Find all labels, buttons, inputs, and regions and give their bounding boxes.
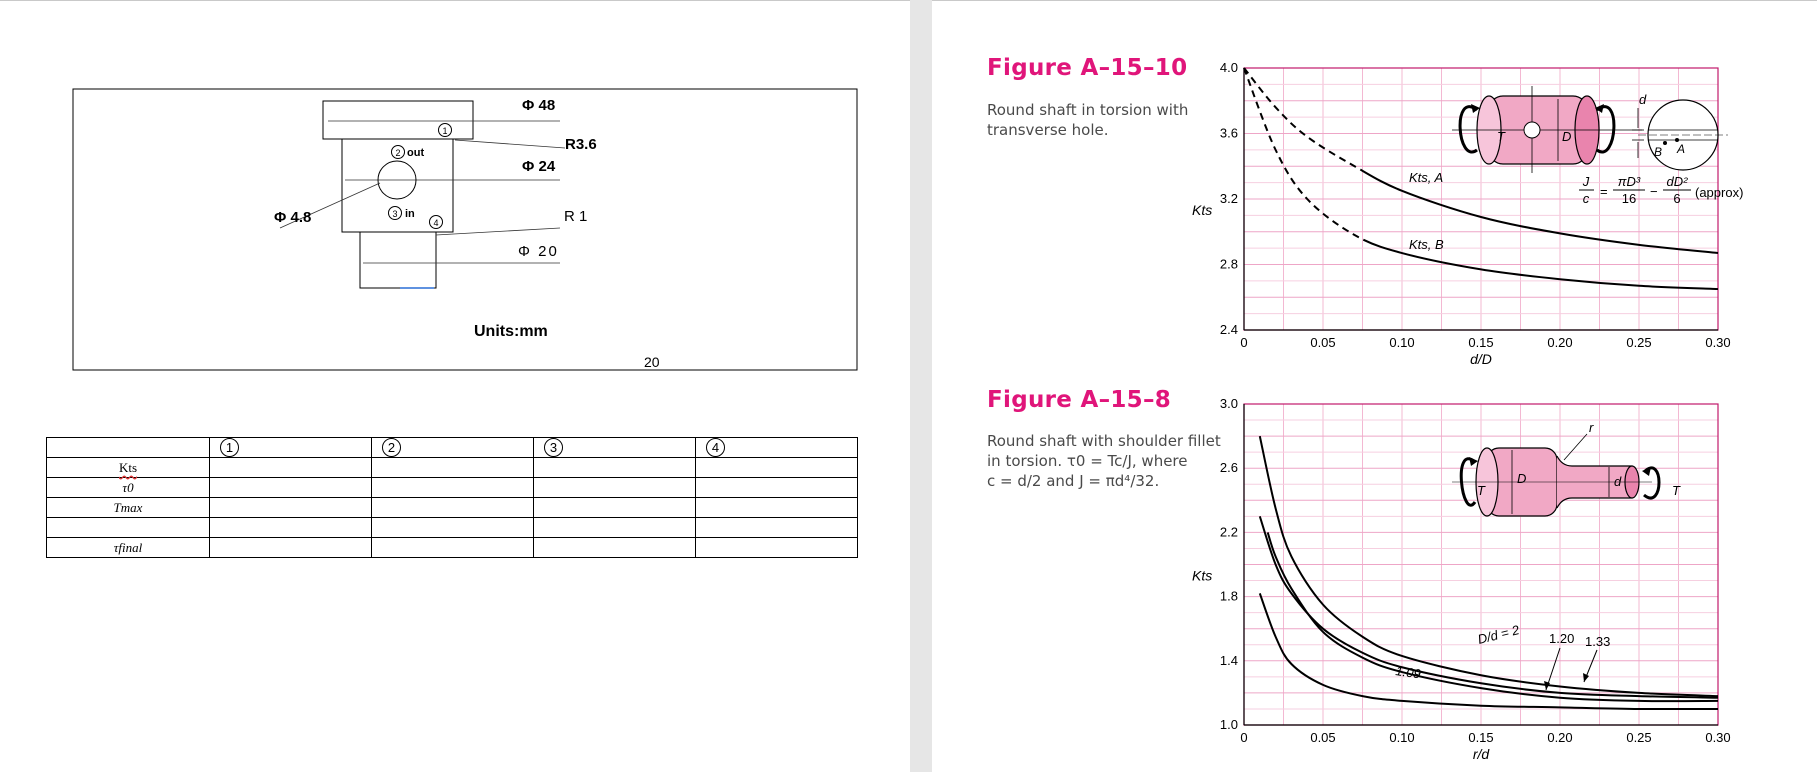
results-table [46, 437, 858, 558]
label-T-right: T [1672, 483, 1680, 498]
col-point-label: 2 [382, 438, 401, 457]
y-tick-label: 3.2 [1219, 191, 1238, 206]
dim-d20: Φ 20 [518, 243, 559, 260]
table-col-head[interactable] [372, 438, 534, 458]
series-label: 1.09 [1394, 663, 1422, 682]
dim-d24: Φ 24 [522, 158, 556, 175]
drawing-frame [73, 89, 857, 370]
series-label: 1.33 [1585, 634, 1611, 649]
shaft-drawing [0, 0, 910, 372]
row-label-tau-final[interactable]: τfinal [47, 538, 210, 558]
table-col-head[interactable] [210, 438, 372, 458]
units-label: Units:mm [474, 323, 548, 340]
dim-d48hole: Φ 4.8 [274, 209, 312, 226]
table-cell[interactable] [210, 498, 372, 518]
figure-a-15-10-description: Round shaft in torsion with transverse hole. [987, 101, 1189, 139]
label-A: A [1677, 142, 1686, 156]
page-number: 20 [644, 354, 660, 370]
table-cell[interactable] [534, 538, 696, 558]
y-tick-label: 1.8 [1219, 588, 1238, 604]
label-B: B [1654, 145, 1663, 159]
y-tick-label: 2.4 [1219, 322, 1238, 337]
svg-text:πD³: πD³ [1617, 174, 1641, 189]
document-page-right [932, 0, 1817, 772]
x-tick-label: 0.15 [1468, 335, 1494, 350]
x-tick-label: 0.15 [1468, 730, 1494, 745]
series-label: Kts, B [1409, 237, 1444, 252]
x-tick-label: 0 [1240, 730, 1248, 745]
y-tick-label: 3.6 [1219, 125, 1238, 141]
svg-text:J: J [1582, 174, 1590, 189]
series-label: 1.20 [1549, 631, 1575, 646]
y-tick-label: 3.0 [1219, 396, 1238, 411]
table-cell[interactable] [210, 478, 372, 498]
table-cell[interactable] [372, 498, 534, 518]
table-cell[interactable] [210, 458, 372, 478]
y-tick-label: 2.2 [1219, 524, 1238, 540]
x-tick-label: 0.20 [1547, 335, 1573, 350]
x-tick-label: 0.10 [1389, 335, 1415, 350]
table-cell[interactable] [210, 518, 372, 538]
table-cell[interactable] [696, 478, 858, 498]
point-3-label: in [405, 208, 415, 220]
figure-a-15-8-title: Figure A–15–8 [987, 387, 1172, 413]
table-cell[interactable] [696, 498, 858, 518]
label-d: d [1639, 92, 1647, 107]
row-label-tmax[interactable]: Tmax [47, 498, 210, 518]
y-tick-label: 2.8 [1219, 256, 1238, 272]
table-cell[interactable] [372, 518, 534, 538]
svg-text:=: = [1600, 184, 1608, 199]
table-row [47, 498, 858, 518]
table-cell[interactable] [534, 498, 696, 518]
table-cell[interactable] [534, 478, 696, 498]
x-tick-label: 0.25 [1626, 335, 1652, 350]
label-pointer-head [1583, 673, 1589, 682]
label-D: D [1517, 471, 1527, 486]
x-tick-label: 0.30 [1705, 730, 1731, 745]
x-tick-label: 0.30 [1705, 335, 1731, 350]
label-T: T [1497, 129, 1505, 144]
row-label-kts[interactable]: Kts [47, 458, 210, 478]
x-axis-label: d/D [1470, 351, 1492, 367]
svg-text:−: − [1650, 184, 1658, 199]
x-axis-label: r/d [1472, 746, 1490, 762]
table-cell[interactable] [210, 538, 372, 558]
shaft-hole-diagram [1452, 86, 1728, 173]
series-label: D/d = 2 [1476, 622, 1521, 647]
svg-text:6: 6 [1673, 191, 1681, 206]
table-col-head[interactable] [696, 438, 858, 458]
table-cell[interactable] [696, 518, 858, 538]
table-cell[interactable] [696, 538, 858, 558]
x-tick-label: 0.25 [1626, 730, 1652, 745]
label-D: D [1562, 129, 1572, 144]
figure-a-15-8-description: Round shaft with shoulder fillet in torsion. τ0 = Tc/J, where c = d/2 and J = πd⁴/32. [987, 432, 1221, 490]
chart-kts-transverse-hole [932, 0, 1817, 380]
y-axis-label: Kts [1192, 567, 1213, 584]
y-tick-label: 2.6 [1219, 460, 1238, 476]
svg-text:(approx): (approx) [1695, 185, 1744, 200]
row-label-tau0[interactable]: τ0 [47, 478, 210, 498]
point-2-num: 2 [395, 148, 401, 158]
point-3-num: 3 [392, 209, 398, 219]
svg-text:c: c [1582, 191, 1590, 206]
shaft-lower [360, 232, 436, 288]
table-corner-cell[interactable] [47, 438, 210, 458]
table-cell[interactable] [696, 458, 858, 478]
table-cell[interactable] [372, 538, 534, 558]
section-modulus-formula [1579, 174, 1743, 206]
table-row [47, 458, 858, 478]
table-header-row [47, 438, 858, 458]
y-tick-label: 1.0 [1219, 717, 1238, 732]
y-axis-label: Kts [1192, 202, 1213, 218]
figure-a-15-10-title: Figure A–15–10 [987, 55, 1188, 81]
y-tick-label: 4.0 [1219, 60, 1238, 75]
table-row [47, 478, 858, 498]
x-tick-label: 0 [1240, 335, 1248, 350]
table-cell[interactable] [372, 458, 534, 478]
x-tick-label: 0.05 [1310, 730, 1336, 745]
dim-d48: Φ 48 [522, 97, 556, 114]
label-d: d [1614, 474, 1622, 489]
svg-text:dD²: dD² [1666, 174, 1688, 189]
point-4: 4 [433, 218, 439, 228]
point-1: 1 [442, 126, 448, 136]
table-col-head[interactable] [534, 438, 696, 458]
label-r: r [1589, 420, 1594, 435]
col-point-label: 3 [544, 438, 563, 457]
row-label-blank[interactable] [47, 518, 210, 538]
x-tick-label: 0.10 [1389, 730, 1415, 745]
table-row [47, 538, 858, 558]
x-tick-label: 0.05 [1310, 335, 1336, 350]
x-tick-label: 0.20 [1547, 730, 1573, 745]
table-cell[interactable] [534, 458, 696, 478]
col-point-label: 1 [220, 438, 239, 457]
chart-kts-shoulder-fillet [932, 392, 1817, 772]
table-cell[interactable] [534, 518, 696, 538]
point-2-label: out [407, 147, 425, 159]
shoulder-shaft-diagram [1452, 420, 1681, 516]
label-T-left: T [1477, 483, 1485, 498]
svg-text:16: 16 [1621, 191, 1637, 206]
table-row [47, 518, 858, 538]
table-cell[interactable] [372, 478, 534, 498]
series-label: Kts, A [1409, 170, 1444, 185]
series-line [1260, 516, 1718, 697]
dim-r36: R3.6 [565, 136, 597, 153]
col-point-label: 4 [706, 438, 725, 457]
dim-r1: R 1 [564, 208, 588, 225]
y-tick-label: 1.4 [1219, 652, 1238, 668]
